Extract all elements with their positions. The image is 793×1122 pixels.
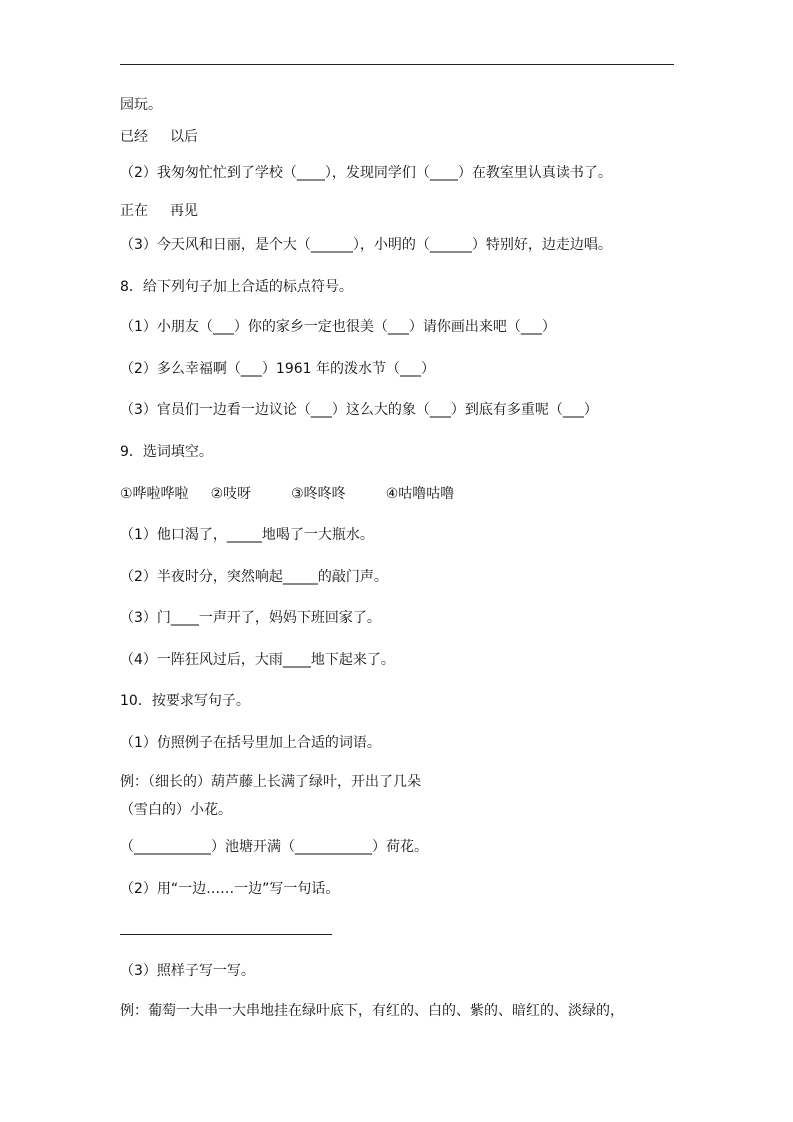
q8-sentence-2: （2）多么幸福啊（___）1961 年的泼水节（___）: [120, 361, 435, 377]
q8-title: 8．给下列句子加上合适的标点符号。: [120, 279, 353, 295]
q7-word-options-3: [120, 202, 198, 220]
q7-continuation: 园玩。: [120, 97, 162, 113]
q8-sentence-1: （1）小朋友（___）你的家乡一定也很美（___）请你画出来吧（___）: [120, 319, 556, 335]
q10-part-2: （2）用“一边……一边”写一句话。: [120, 881, 340, 897]
header-rule: [120, 64, 674, 65]
q9-sentence-4: （4）一阵狂风过后，大雨____地下起来了。: [120, 652, 395, 668]
q7-sentence-2: （2）我匆匆忙忙到了学校（____），发现同学们（____）在教室里认真读书了。: [120, 165, 612, 181]
q7-sentence-3: （3）今天风和日丽，是个大（______），小明的（______）特别好，边走边唱。: [120, 237, 612, 253]
q9-option: ③咚咚咚: [291, 486, 346, 502]
q9-sentence-1: （1）他口渴了，_____地喝了一大瓶水。: [120, 527, 374, 543]
q10-fill-1: （___________）池塘开满（___________）荷花。: [120, 839, 428, 855]
q9-title: 9．选词填空。: [120, 444, 213, 460]
q7-word-options-2: [120, 128, 198, 146]
word-option: 以后: [170, 129, 198, 145]
q9-option: ②吱呀: [210, 486, 252, 502]
word-option: 再见: [170, 203, 198, 219]
q9-option: ①哗啦哗啦: [120, 486, 189, 502]
word-option: 正在: [120, 203, 148, 219]
q10-part-1: （1）仿照例子在括号里加上合适的词语。: [120, 735, 381, 751]
q10-example-3: 例：葡萄一大串一大串地挂在绿叶底下，有红的、白的、紫的、暗红的、淡绿的，: [120, 1003, 624, 1019]
q10-part-3: （3）照样子写一写。: [120, 963, 255, 979]
q10-example-1a: 例：（细长的）葫芦藤上长满了绿叶，开出了几朵: [120, 774, 421, 790]
word-option: 已经: [120, 129, 148, 145]
q9-options: [120, 485, 454, 503]
q9-sentence-2: （2）半夜时分，突然响起_____的敲门声。: [120, 569, 388, 585]
q9-sentence-3: （3）门____一声开了，妈妈下班回家了。: [120, 610, 381, 626]
q8-sentence-3: （3）官员们一边看一边议论（___）这么大的象（___）到底有多重呢（___）: [120, 402, 598, 418]
answer-line: [120, 934, 332, 935]
q9-option: ④咕噜咕噜: [385, 486, 455, 502]
q10-title: 10．按要求写句子。: [120, 693, 250, 709]
q10-example-1b: （雪白的）小花。: [120, 802, 232, 818]
